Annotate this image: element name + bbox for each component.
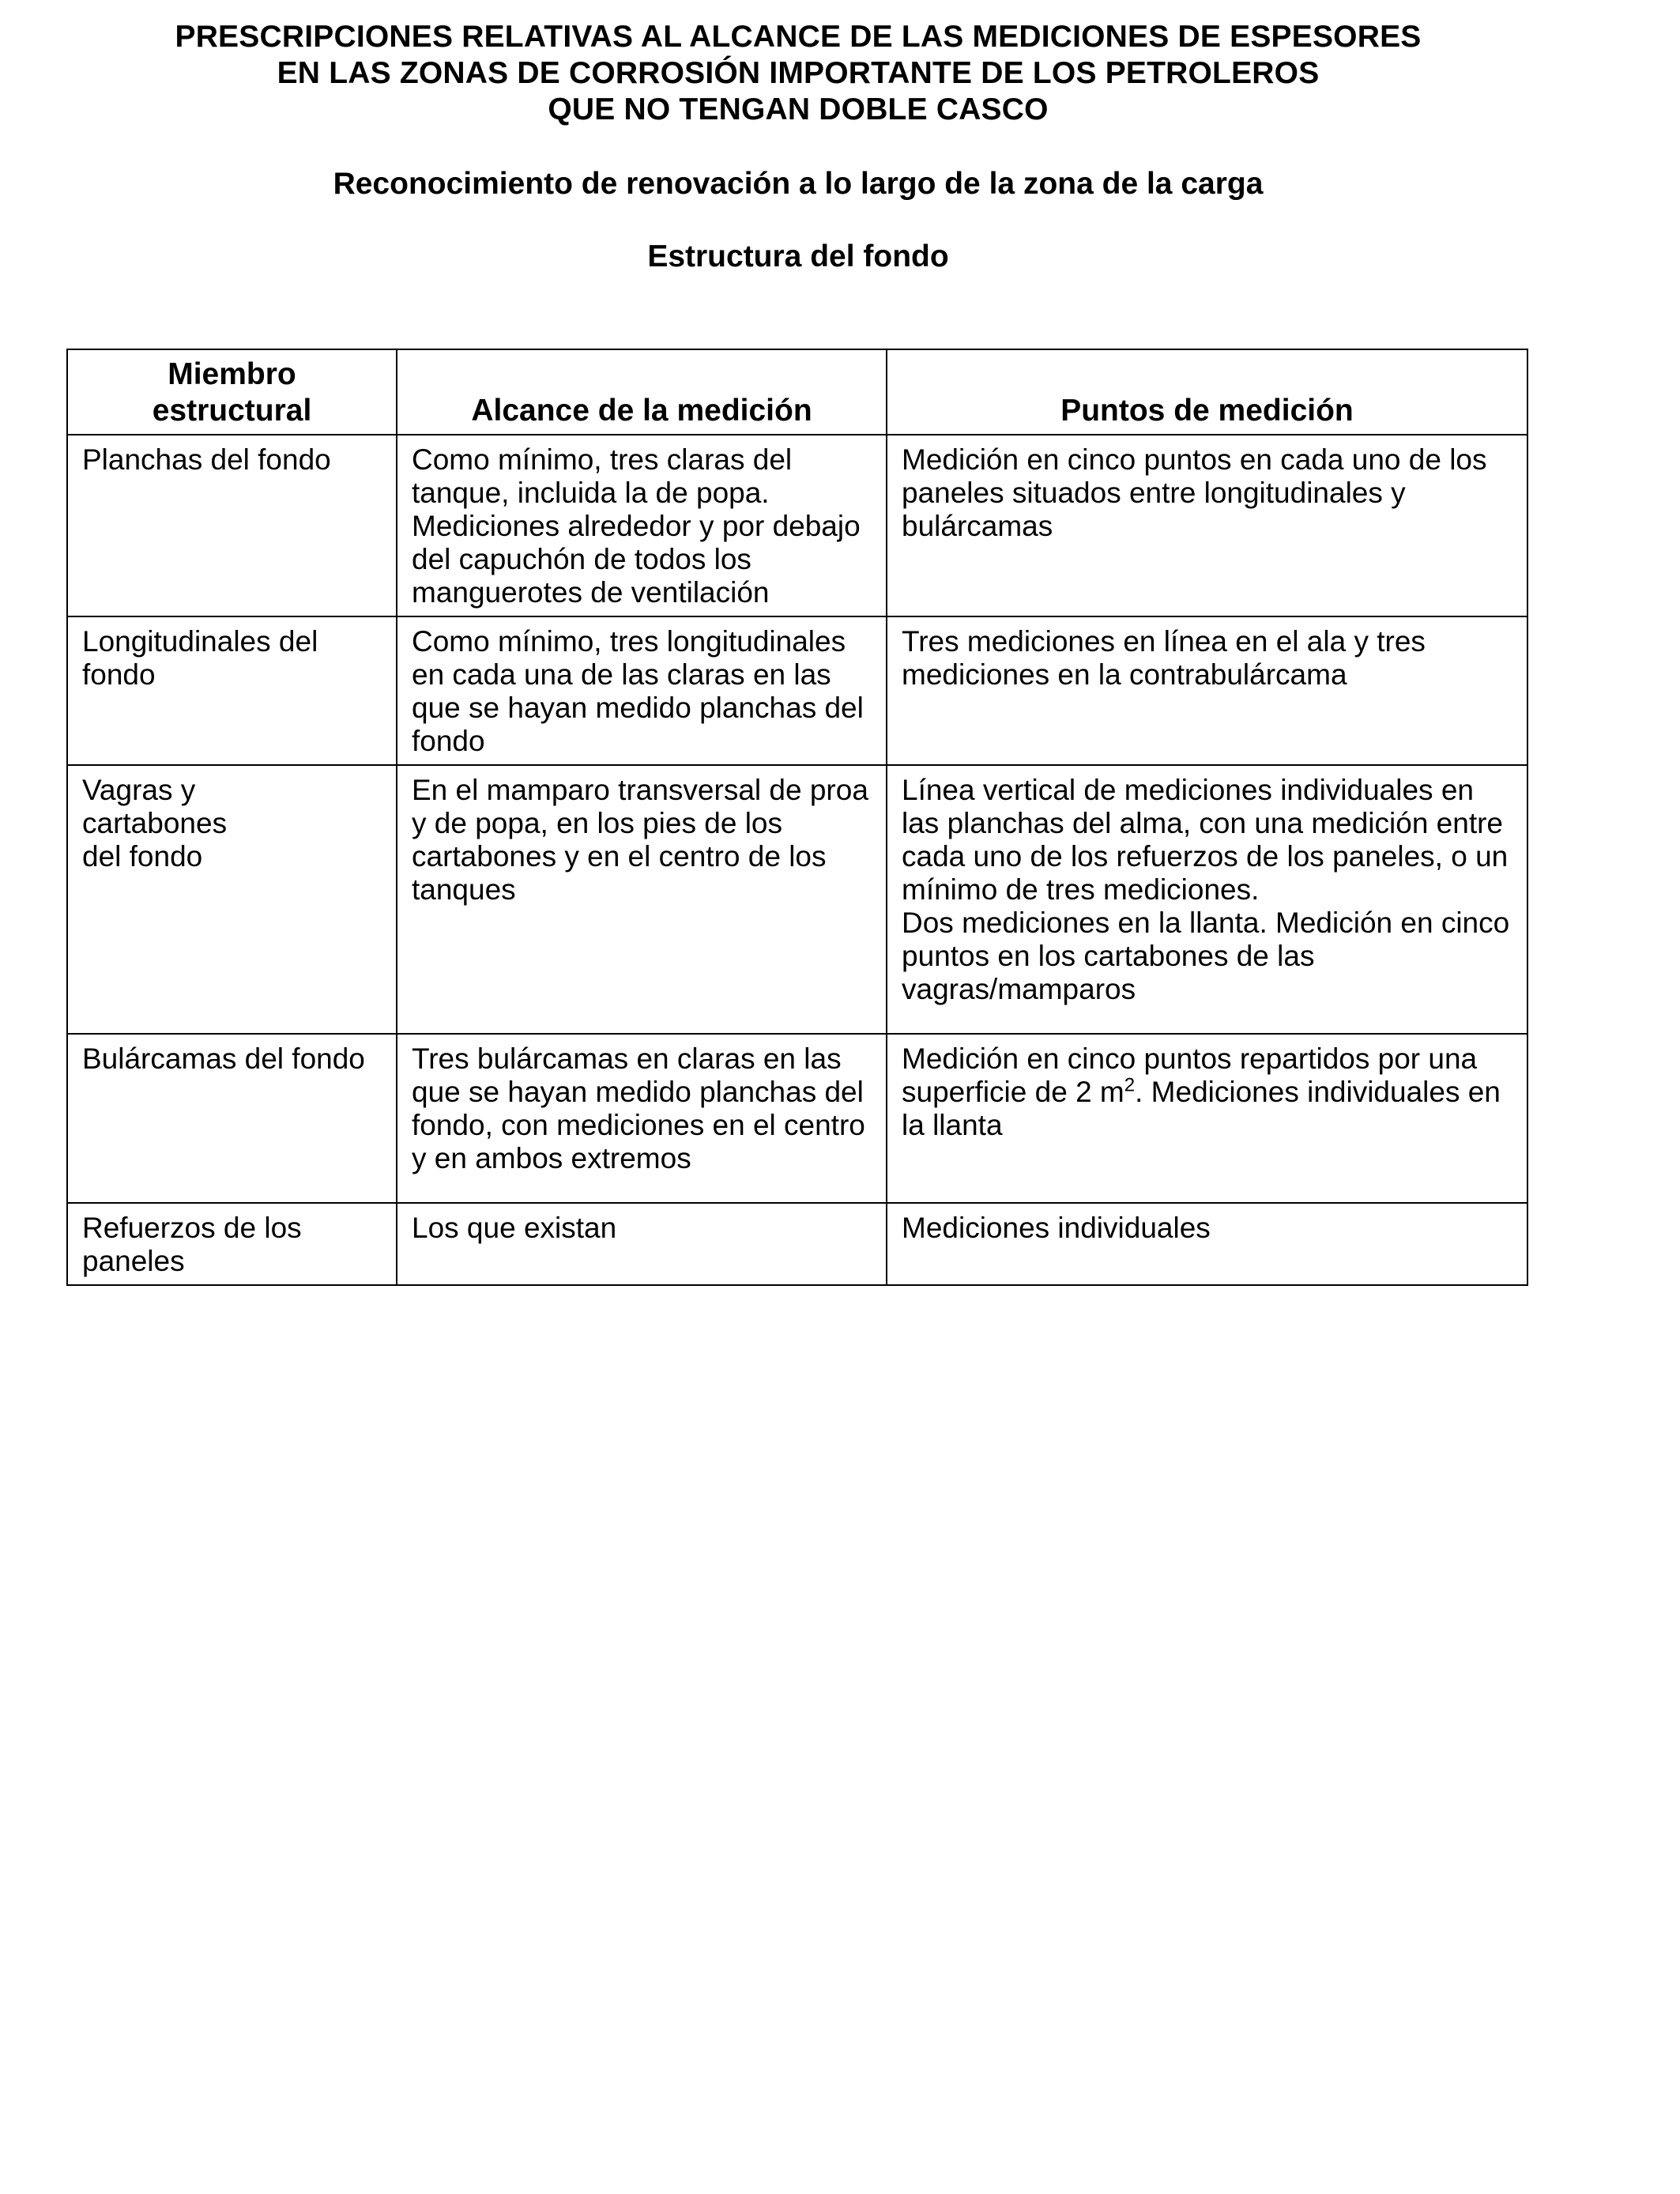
title-line-2: EN LAS ZONAS DE CORROSIÓN IMPORTANTE DE LOS PETROLEROS — [277, 56, 1320, 90]
title-line-3: QUE NO TENGAN DOBLE CASCO — [548, 92, 1049, 126]
section-heading: Estructura del fondo — [647, 239, 949, 273]
cell-points: Tres mediciones en línea en el ala y tres mediciones en la contrabulárcama — [887, 616, 1527, 765]
measurement-table — [66, 349, 1528, 1286]
points-text-b: . Mediciones individuales en la llanta — [902, 1076, 1501, 1141]
cell-points: Línea vertical de mediciones individuales en las planchas del alma, con una medición entre cada uno de los refuerzos de los paneles, o un mínimo de tres mediciones. Dos mediciones en la llanta. Medición en cinco puntos en los cartabones de las vagras/mamparos — [887, 765, 1527, 1034]
cell-points — [887, 1034, 1527, 1203]
header-member: Miembro estructural — [67, 349, 397, 435]
cell-member: Vagras y cartabones del fondo — [67, 765, 397, 1034]
header-points: Puntos de medición — [887, 349, 1527, 435]
title-line-1: PRESCRIPCIONES RELATIVAS AL ALCANCE DE LAS MEDICIONES DE ESPESORES — [175, 20, 1422, 54]
document-title — [47, 19, 1549, 128]
cell-member: Bulárcamas del fondo — [67, 1034, 397, 1203]
cell-member: Longitudinales del fondo — [67, 616, 397, 765]
table-row — [67, 1034, 1527, 1203]
cell-scope: Como mínimo, tres claras del tanque, incluida la de popa. Mediciones alrededor y por debajo del capuchón de todos los manguerotes de ventilación — [397, 435, 887, 616]
table-row — [67, 435, 1527, 616]
header-scope: Alcance de la medición — [397, 349, 887, 435]
table-row — [67, 1203, 1527, 1285]
superscript-exponent: 2 — [1124, 1074, 1136, 1096]
document-subtitle: Reconocimiento de renovación a lo largo de la zona de la carga — [333, 167, 1264, 201]
table-row — [67, 616, 1527, 765]
cell-scope: En el mamparo transversal de proa y de popa, en los pies de los cartabones y en el centro de los tanques — [397, 765, 887, 1034]
cell-scope: Como mínimo, tres longitudinales en cada una de las claras en las que se hayan medido planchas del fondo — [397, 616, 887, 765]
table-row — [67, 765, 1527, 1034]
points-text-a: Medición en cinco puntos repartidos por una superficie de 2 m — [902, 1042, 1478, 1108]
cell-scope: Los que existan — [397, 1203, 887, 1285]
cell-points: Medición en cinco puntos en cada uno de los paneles situados entre longitudinales y bulárcamas — [887, 435, 1527, 616]
table-header-row — [67, 349, 1527, 435]
cell-points: Mediciones individuales — [887, 1203, 1527, 1285]
cell-member: Refuerzos de los paneles — [67, 1203, 397, 1285]
cell-member: Planchas del fondo — [67, 435, 397, 616]
cell-scope: Tres bulárcamas en claras en las que se hayan medido planchas del fondo, con mediciones en el centro y en ambos extremos — [397, 1034, 887, 1203]
